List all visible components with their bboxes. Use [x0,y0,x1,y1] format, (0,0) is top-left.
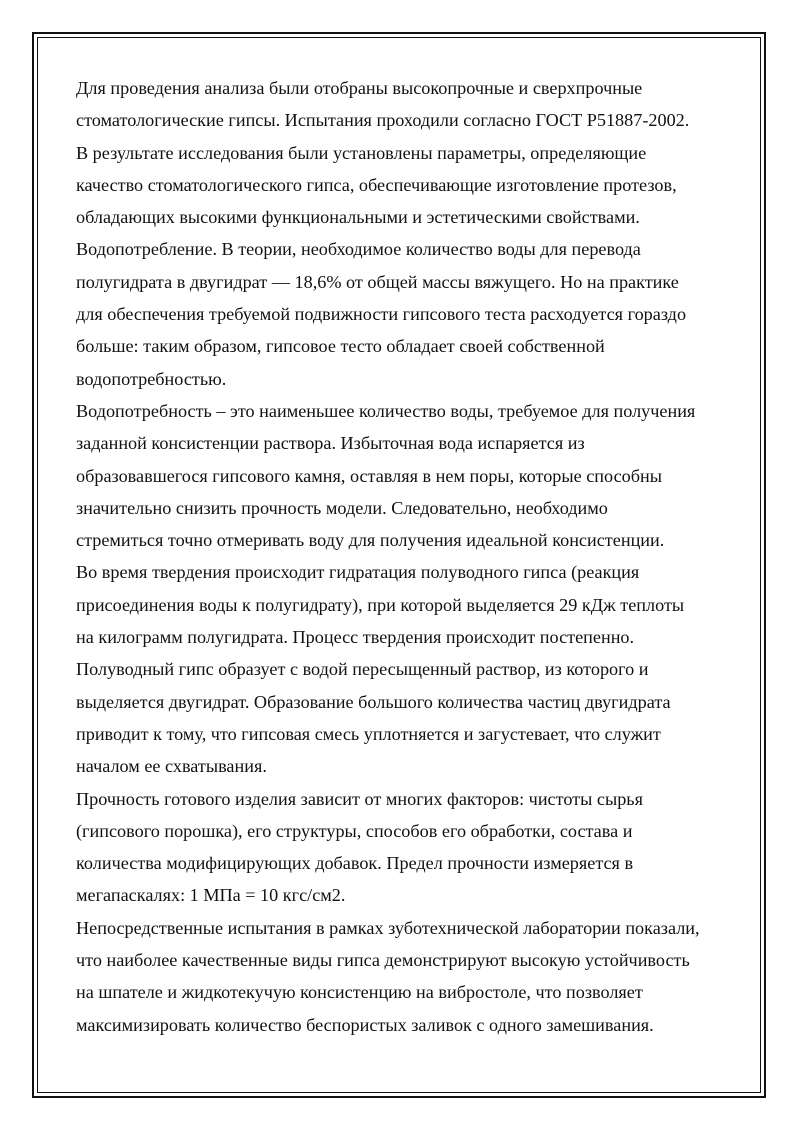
paragraph-results [76,137,736,234]
text-line: Водопотребление. В теории, необходимое количество воды для перевода [76,239,641,260]
paragraph-hardening [76,556,736,782]
text-line: на шпателе и жидкотекучую консистенцию на вибростоле, что позволяет [76,982,643,1003]
text-line: больше: таким образом, гипсовое тесто обладает своей собственной [76,336,605,357]
text-line: что наиболее качественные виды гипса демонстрируют высокую устойчивость [76,950,690,971]
text-line: заданной консистенции раствора. Избыточная вода испаряется из [76,433,585,454]
text-line: Прочность готового изделия зависит от многих факторов: чистоты сырья [76,788,643,809]
text-line: (гипсового порошка), его структуры, способов его обработки, состава и [76,820,633,841]
text-line: стремиться точно отмеривать воду для получения идеальной консистенции. [76,530,665,551]
text-line: приводит к тому, что гипсовая смесь уплотняется и загустевает, что служит [76,723,661,744]
text-line: максимизировать количество беспористых заливок с одного замешивания. [76,1014,654,1035]
text-line: В результате исследования были установлены параметры, определяющие [76,142,647,163]
text-line: стоматологические гипсы. Испытания проходили согласно ГОСТ Р51887-2002. [76,110,690,131]
text-line: качество стоматологического гипса, обеспечивающие изготовление протезов, [76,174,677,195]
text-line: Непосредственные испытания в рамках зуботехнической лаборатории показали, [76,917,700,938]
text-line: значительно снизить прочность модели. Следовательно, необходимо [76,497,608,518]
paragraph-lab-tests [76,912,736,1041]
text-line: Водопотребность – это наименьшее количество воды, требуемое для получения [76,400,696,421]
text-line: количества модифицирующих добавок. Предел прочности измеряется в [76,853,634,874]
text-line: Полуводный гипс образует с водой пересыщенный раствор, из которого и [76,659,649,680]
text-line: выделяется двугидрат. Образование большого количества частиц двугидрата [76,691,671,712]
text-line: мегапаскалях: 1 МПа = 10 кгс/см2. [76,885,346,906]
text-line: присоединения воды к полугидрату), при которой выделяется 29 кДж теплоты [76,594,685,615]
text-line: Для проведения анализа были отобраны высокопрочные и сверхпрочные [76,78,643,98]
text-line: образовавшегося гипсового камня, оставляя в нем поры, которые способны [76,465,662,486]
text-line: для обеспечения требуемой подвижности гипсового теста расходуется гораздо [76,304,687,325]
paragraph-water-consumption [76,233,736,394]
paragraph-analysis [76,72,736,137]
text-line: на килограмм полугидрата. Процесс твердения происходит постепенно. [76,627,635,648]
document-body [76,72,736,1041]
text-line: началом ее схватывания. [76,756,267,777]
text-line: водопотребностью. [76,368,227,389]
text-line: Во время твердения происходит гидратация полуводного гипса (реакция [76,562,640,583]
paragraph-water-demand [76,395,736,556]
text-line: полугидрата в двугидрат — 18,6% от общей массы вяжущего. Но на практике [76,271,679,292]
paragraph-strength [76,783,736,912]
text-line: обладающих высокими функциональными и эстетическими свойствами. [76,207,640,228]
